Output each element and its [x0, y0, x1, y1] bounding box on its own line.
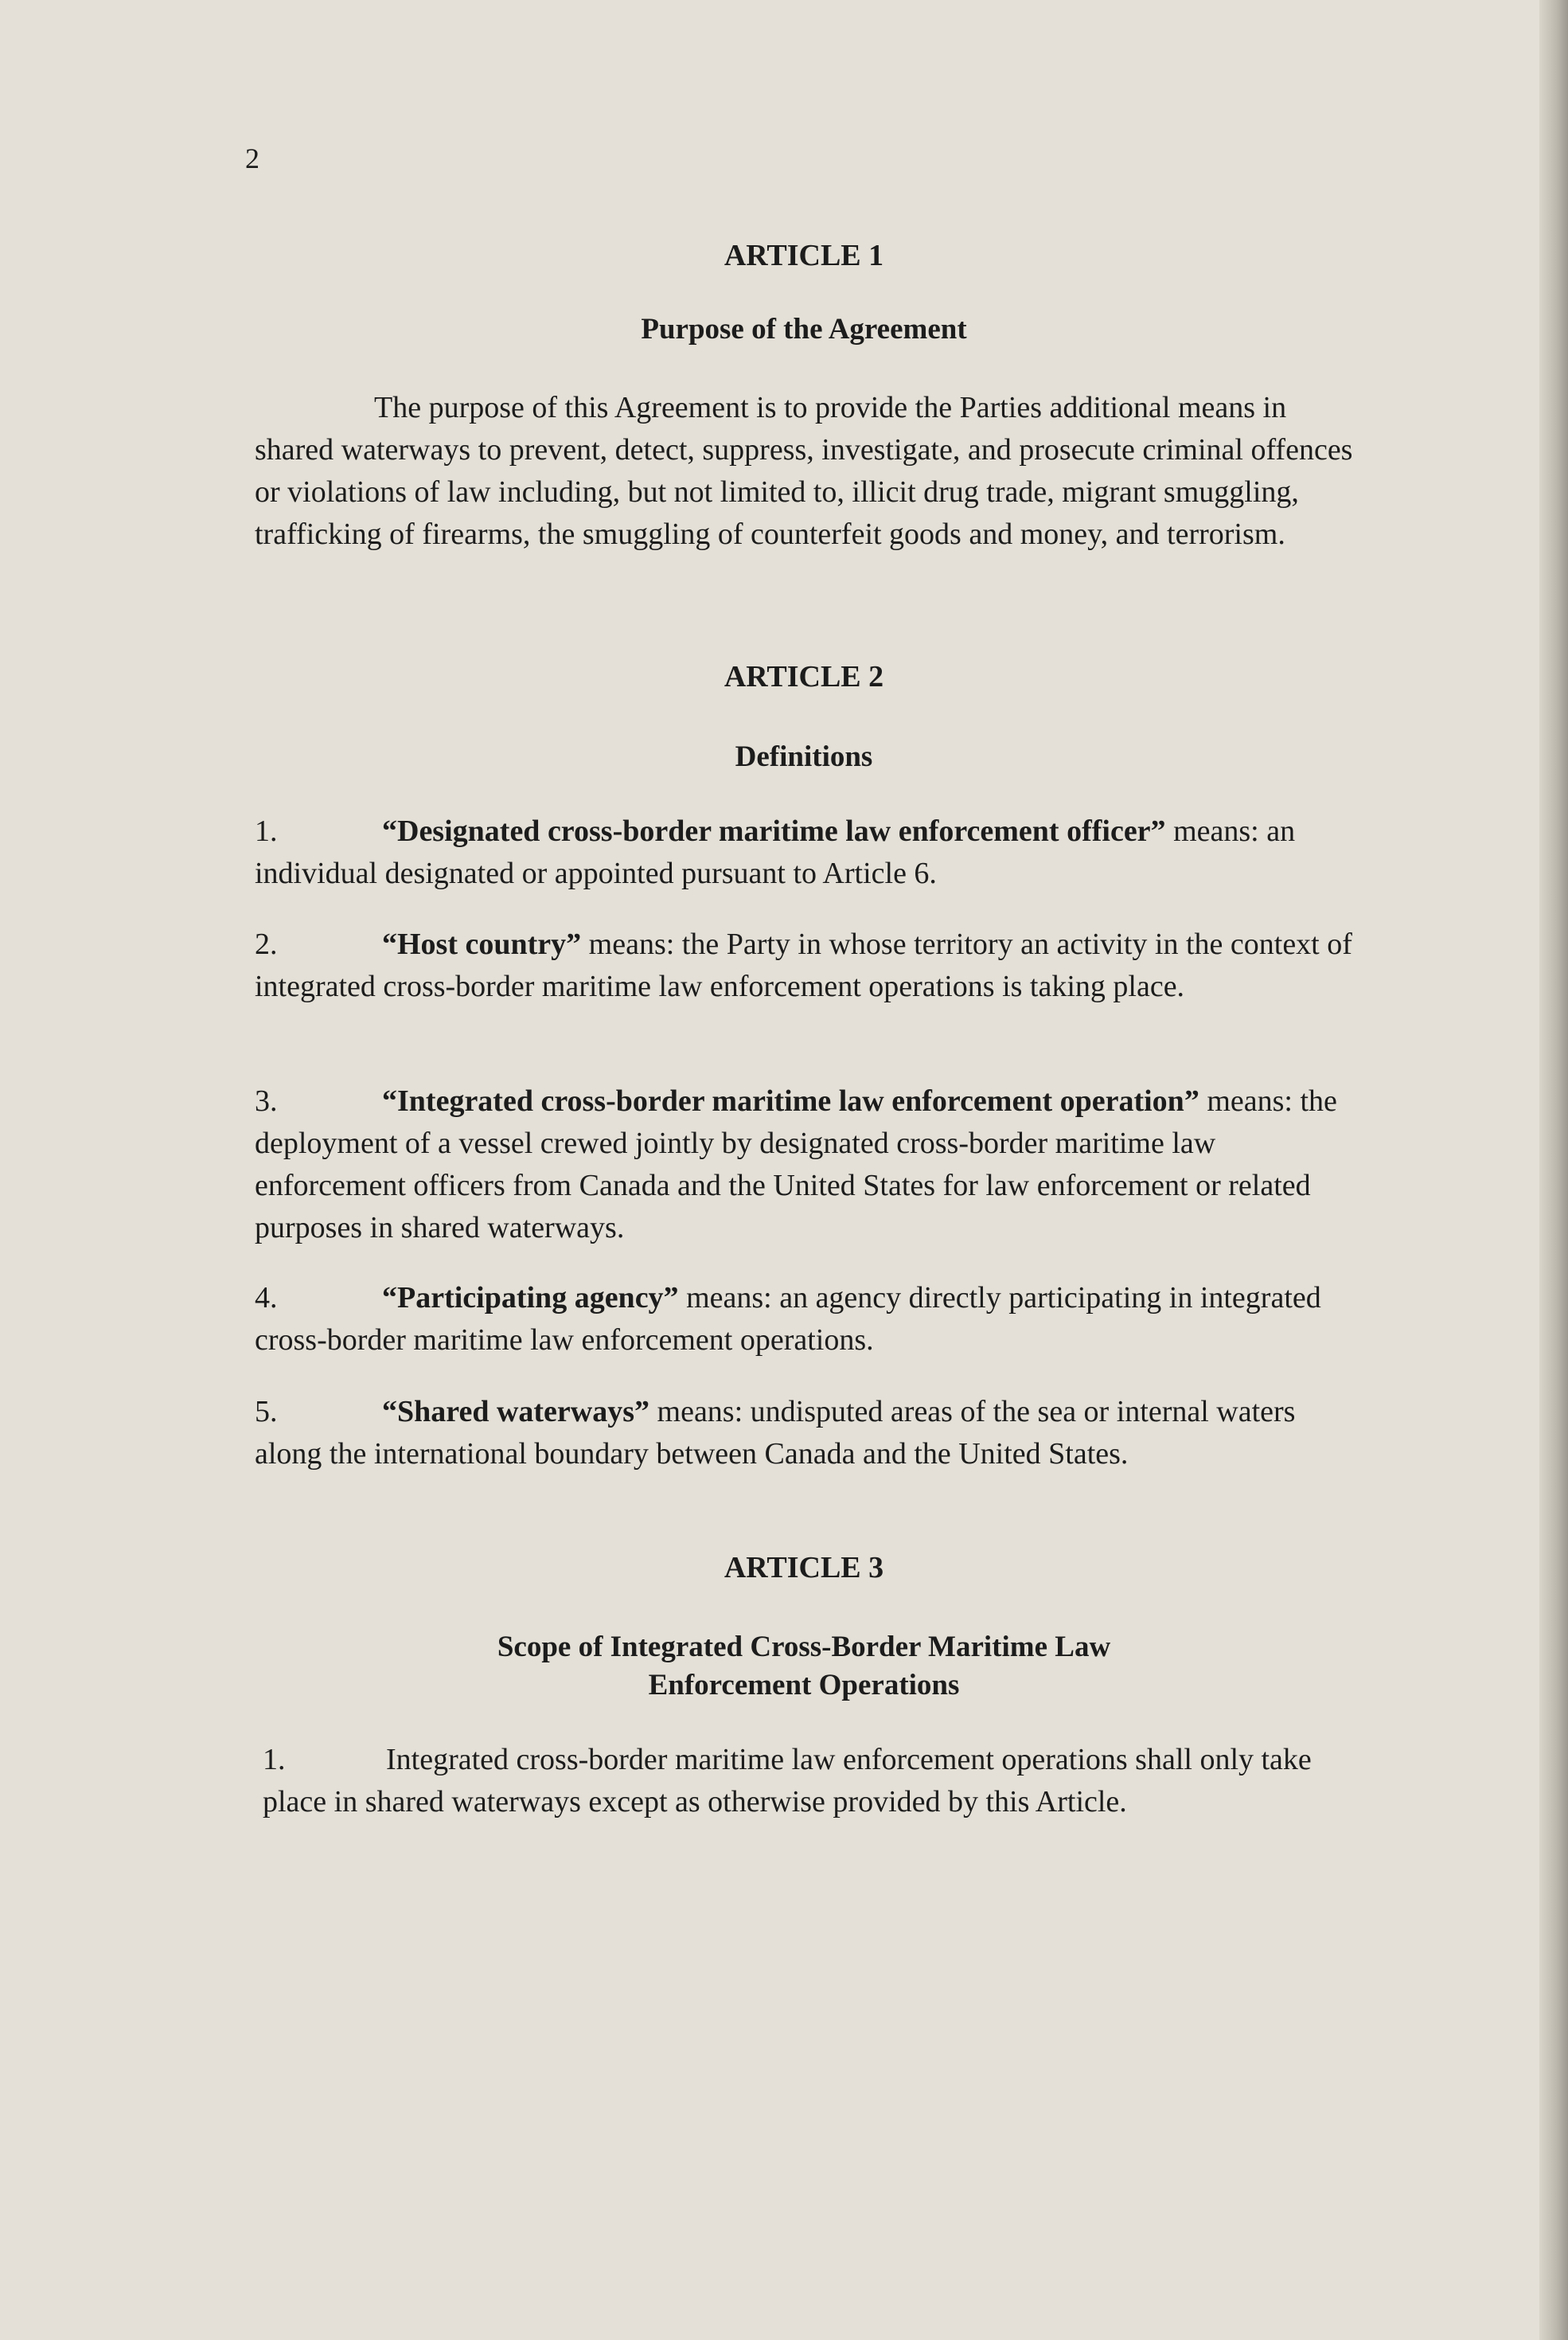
definition-term: “Shared waterways” — [382, 1395, 650, 1428]
definition-item — [255, 1277, 1361, 1361]
article-3-title-line-1: Scope of Integrated Cross-Border Maritime Law — [497, 1631, 1111, 1663]
article-1-paragraph — [255, 387, 1361, 556]
definition-term: “Designated cross-border maritime law enforcement officer” — [382, 815, 1166, 848]
definition-term: “Integrated cross-border maritime law enforcement operation” — [382, 1084, 1199, 1118]
article-1-heading: ARTICLE 1 — [724, 239, 884, 272]
definition-term: “Host country” — [382, 928, 582, 961]
article-2-title: Definitions — [735, 740, 873, 773]
definition-number: 1. — [255, 815, 278, 848]
definition-number: 4. — [255, 1281, 278, 1315]
definition-text: means: an agency directly participating in integrated cross-border maritime law enforcement operations. — [255, 1281, 1321, 1357]
definition-text: means: an individual designated or appointed pursuant to Article 6. — [255, 815, 1296, 890]
definition-number: 3. — [255, 1084, 278, 1118]
definition-text: means: the Party in whose territory an activity in the context of integrated cross-border maritime law enforcement operations is taking place. — [255, 928, 1352, 1003]
page-edge-shadow — [1539, 0, 1568, 2340]
article-2-heading: ARTICLE 2 — [724, 660, 884, 693]
definition-number: 5. — [255, 1395, 278, 1428]
definition-item — [255, 924, 1361, 1008]
definition-item — [255, 1391, 1361, 1475]
page-number: 2 — [245, 143, 259, 174]
definition-term: “Participating agency” — [382, 1281, 679, 1315]
definition-text: means: the deployment of a vessel crewed jointly by designated cross-border maritime law enforcement officers from Canada and the United States for law enforcement or related purposes in shared waterways. — [255, 1084, 1337, 1244]
definition-number: 2. — [255, 928, 278, 961]
article-1-title: Purpose of the Agreement — [641, 313, 967, 346]
article-3-title-line-2: Enforcement Operations — [648, 1669, 960, 1701]
scope-item — [263, 1739, 1369, 1823]
scope-item-number: 1. — [263, 1743, 286, 1776]
definition-item — [255, 811, 1361, 895]
scope-item-text: Integrated cross-border maritime law enforcement operations shall only take place in shared waterways except as otherwise provided by this Article. — [263, 1743, 1312, 1818]
definition-text: means: undisputed areas of the sea or internal waters along the international boundary between Canada and the United States. — [255, 1395, 1296, 1471]
article-1-text: The purpose of this Agreement is to provide the Parties additional means in shared waterways to prevent, detect, suppress, investigate, and prosecute criminal offences or violations of law including, but not limited to, illicit drug trade, migrant smuggling, trafficking of firearms, the smuggling of counterfeit goods and money, and terrorism. — [255, 391, 1353, 551]
article-3-heading: ARTICLE 3 — [724, 1551, 884, 1584]
definition-item — [255, 1080, 1361, 1249]
